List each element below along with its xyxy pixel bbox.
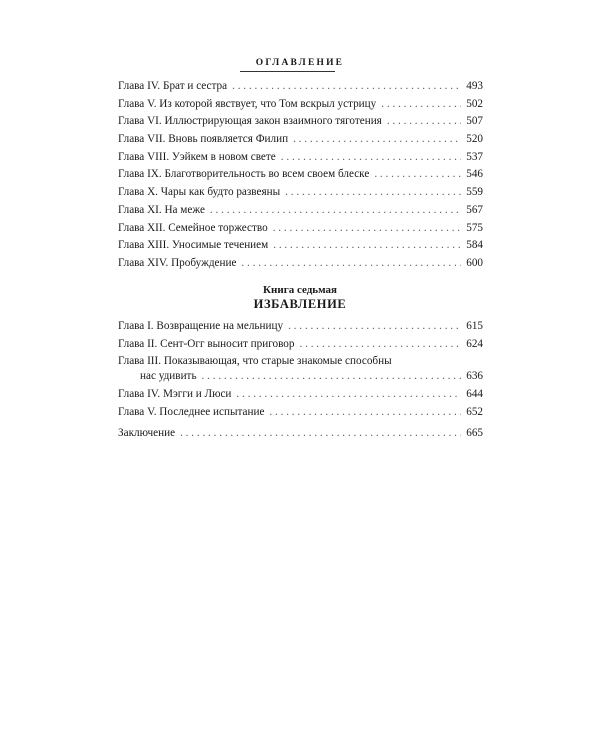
toc-entry-page: 615 xyxy=(466,320,483,332)
toc-entry-page: 502 xyxy=(466,97,483,110)
toc-list-part1 xyxy=(118,80,483,275)
toc-entry-page: 665 xyxy=(466,427,483,439)
book-heading xyxy=(0,283,600,312)
toc-entry-page: 624 xyxy=(466,337,483,350)
toc-entry-page: 537 xyxy=(466,150,483,163)
dot-leader xyxy=(273,222,462,235)
toc-entry-page: 567 xyxy=(466,203,483,216)
toc-entry[interactable] xyxy=(118,186,483,204)
toc-entry-label: Глава V. Из которой явствует, что Том вскрыл устрицу xyxy=(118,97,377,110)
toc-entry[interactable] xyxy=(118,239,483,257)
toc-entry-label: Глава I. Возвращение на мельницу xyxy=(118,320,284,332)
dot-leader xyxy=(387,115,461,128)
dot-leader xyxy=(180,427,461,440)
dot-leader xyxy=(232,80,461,93)
toc-entry[interactable] xyxy=(118,388,483,406)
toc-entry[interactable] xyxy=(118,222,483,240)
toc-entry[interactable] xyxy=(118,406,483,424)
toc-entry-label-line1: Глава III. Показывающая, что старые знакомые способны xyxy=(118,355,392,368)
toc-entry-label: Глава VII. Вновь появляется Филип xyxy=(118,133,289,146)
toc-entry-label: Глава X. Чары как будто развеяны xyxy=(118,186,281,199)
toc-entry[interactable] xyxy=(118,168,483,186)
toc-entry-page: 546 xyxy=(466,168,483,181)
book-title: ИЗБАВЛЕНИЕ xyxy=(253,297,347,311)
toc-entry-page: 652 xyxy=(466,406,483,419)
toc-entry[interactable] xyxy=(118,204,483,222)
toc-entry[interactable] xyxy=(118,151,483,169)
toc-entry-page: 636 xyxy=(466,369,483,382)
toc-entry[interactable] xyxy=(118,133,483,151)
dot-leader xyxy=(288,320,461,333)
toc-entry[interactable] xyxy=(118,427,483,445)
toc-entry-page: 493 xyxy=(466,80,483,92)
toc-entry-label: Глава XII. Семейное торжество xyxy=(118,221,268,234)
toc-list-part2 xyxy=(118,320,483,424)
toc-entry-page: 600 xyxy=(466,256,483,269)
toc-entry-page: 559 xyxy=(466,186,483,199)
toc-entry-label: Глава II. Сент-Огг выносит приговор xyxy=(118,337,295,350)
toc-entry[interactable] xyxy=(118,80,483,98)
dot-leader xyxy=(210,204,461,217)
dot-leader xyxy=(285,186,461,199)
toc-entry-label: Глава VIII. Уэйкем в новом свете xyxy=(118,150,276,163)
toc-entry-label-line2: нас удивить xyxy=(140,369,197,382)
dot-leader xyxy=(293,133,461,146)
toc-entry-label: Глава IX. Благотворительность во всем своем блеске xyxy=(118,168,370,181)
dot-leader xyxy=(300,338,462,351)
toc-entry-page: 507 xyxy=(466,115,483,128)
toc-entry-label: Глава V. Последнее испытание xyxy=(118,406,265,419)
dot-leader xyxy=(374,168,461,181)
toc-entry-page: 575 xyxy=(466,221,483,234)
dot-leader xyxy=(202,370,462,383)
toc-entry-label: Глава XIII. Уносимые течением xyxy=(118,239,269,252)
toc-list-part3 xyxy=(118,427,483,445)
toc-entry-label: Глава VI. Иллюстрирующая закон взаимного тяготения xyxy=(118,115,382,128)
dot-leader xyxy=(241,257,461,270)
toc-entry-page: 584 xyxy=(466,239,483,252)
dot-leader xyxy=(281,151,461,164)
dot-leader xyxy=(236,388,461,401)
toc-entry[interactable] xyxy=(118,320,483,338)
toc-entry-label: Заключение xyxy=(118,427,176,439)
toc-entry[interactable] xyxy=(118,98,483,116)
dot-leader xyxy=(273,239,461,252)
toc-entry-page: 520 xyxy=(466,133,483,146)
toc-entry[interactable] xyxy=(118,115,483,133)
toc-entry[interactable] xyxy=(118,355,483,386)
dot-leader xyxy=(381,98,461,111)
book-subtitle: Книга седьмая xyxy=(263,284,337,296)
toc-entry-label: Глава IV. Брат и сестра xyxy=(118,80,228,92)
toc-entry[interactable] xyxy=(118,338,483,356)
toc-entry-label: Глава XI. На меже xyxy=(118,203,205,216)
dot-leader xyxy=(269,406,461,419)
toc-entry-label: Глава IV. Мэгги и Люси xyxy=(118,388,232,401)
contents-title: ОГЛАВЛЕНИЕ xyxy=(255,58,345,68)
page-header xyxy=(0,52,600,70)
toc-entry[interactable] xyxy=(118,257,483,275)
header-rule xyxy=(240,71,335,72)
toc-entry-label: Глава XIV. Пробуждение xyxy=(118,256,237,269)
toc-entry-page: 644 xyxy=(466,388,483,401)
